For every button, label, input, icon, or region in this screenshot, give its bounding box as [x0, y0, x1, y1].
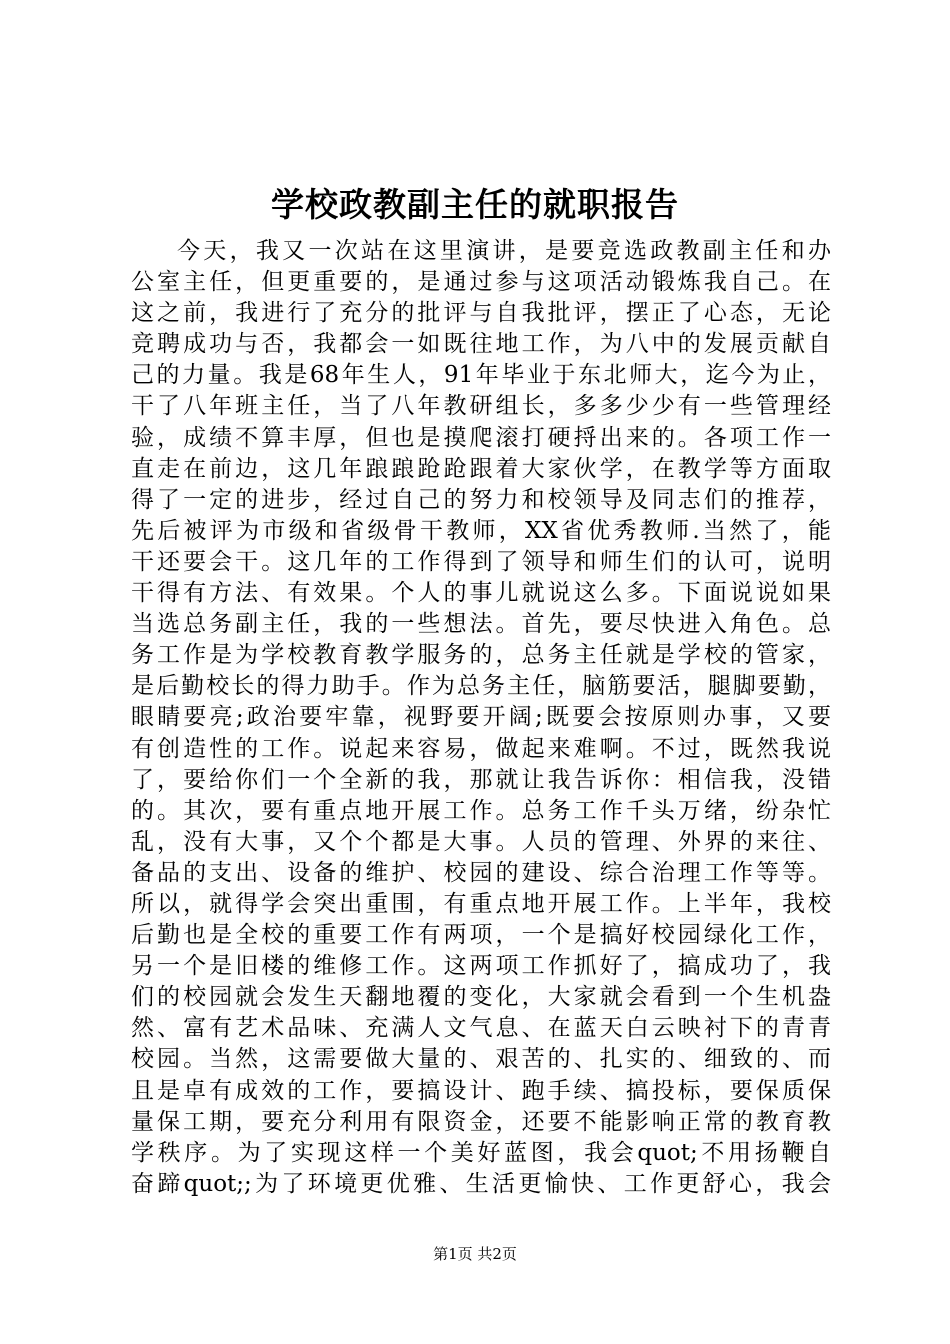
paragraph-line: 己的力量。我是68年生人，91年毕业于东北师大，迄今为止， — [131, 362, 831, 389]
paragraph-line: 所以，就得学会突出重围，有重点地开展工作。上半年，我校 — [131, 890, 831, 917]
page-footer: 第1页 共2页 — [433, 1245, 517, 1263]
paragraph-line: 后勤也是全校的重要工作有两项，一个是搞好校园绿化工作， — [131, 922, 831, 949]
paragraph-line: 有创造性的工作。说起来容易，做起来难啊。不过，既然我说 — [131, 735, 831, 762]
paragraph-line: 干得有方法、有效果。个人的事儿就说这么多。下面说说如果 — [131, 580, 831, 607]
paragraph-line: 量保工期，要充分利用有限资金，还要不能影响正常的教育教 — [131, 1108, 831, 1135]
paragraph-line: 这之前，我进行了充分的批评与自我批评，摆正了心态，无论 — [131, 300, 831, 327]
paragraph-line: 当选总务副主任，我的一些想法。首先，要尽快进入角色。总 — [131, 611, 831, 638]
paragraph-line: 得了一定的进步，经过自己的努力和校领导及同志们的推荐， — [131, 486, 831, 513]
paragraph-line: 是后勤校长的得力助手。作为总务主任，脑筋要活，腿脚要勤， — [131, 673, 831, 700]
paragraph-line: 的。其次，要有重点地开展工作。总务工作千头万绪，纷杂忙 — [131, 797, 831, 824]
paragraph-line: 校园。当然，这需要做大量的、艰苦的、扎实的、细致的、而 — [131, 1046, 831, 1073]
paragraph-line: 直走在前边，这几年踉踉跄跄跟着大家伙学，在教学等方面取 — [131, 455, 831, 482]
paragraph-line: 乱，没有大事，又个个都是大事。人员的管理、外界的来往、 — [131, 828, 831, 855]
paragraph-line: 干了八年班主任，当了八年教研组长，多多少少有一些管理经 — [131, 393, 831, 420]
paragraph-line: 另一个是旧楼的维修工作。这两项工作抓好了，搞成功了，我 — [131, 953, 831, 980]
paragraph-line: 奋蹄quot;;为了环境更优雅、生活更愉快、工作更舒心，我会 — [131, 1170, 831, 1197]
paragraph-line: 备品的支出、设备的维护、校园的建设、综合治理工作等等。 — [131, 859, 831, 886]
paragraph-line: 们的校园就会发生天翻地覆的变化，大家就会看到一个生机盎 — [131, 984, 831, 1011]
paragraph-line: 了，要给你们一个全新的我，那就让我告诉你：相信我，没错 — [131, 766, 831, 793]
paragraph-line: 先后被评为市级和省级骨干教师，XX省优秀教师.当然了，能 — [131, 517, 831, 544]
paragraph-line: 今天，我又一次站在这里演讲，是要竞选政教副主任和办 — [177, 238, 831, 264]
paragraph-line: 且是卓有成效的工作，要搞设计、跑手续、搞投标，要保质保 — [131, 1077, 831, 1104]
paragraph-line: 务工作是为学校教育教学服务的，总务主任就是学校的管家， — [131, 642, 831, 669]
paragraph-line: 公室主任，但更重要的，是通过参与这项活动锻炼我自己。在 — [131, 269, 831, 296]
paragraph-line: 验，成绩不算丰厚，但也是摸爬滚打硬捋出来的。各项工作一 — [131, 424, 831, 451]
paragraph-line: 然、富有艺术品味、充满人文气息、在蓝天白云映衬下的青青 — [131, 1015, 831, 1042]
document-title: 学校政教副主任的就职报告 — [271, 185, 679, 224]
paragraph-line: 干还要会干。这几年的工作得到了领导和师生们的认可，说明 — [131, 548, 831, 575]
paragraph-line: 眼睛要亮;政治要牢靠，视野要开阔;既要会按原则办事，又要 — [131, 704, 831, 731]
body-paragraph — [131, 236, 831, 1200]
paragraph-line: 竞聘成功与否，我都会一如既往地工作，为八中的发展贡献自 — [131, 331, 831, 358]
paragraph-line: 学秩序。为了实现这样一个美好蓝图，我会quot;不用扬鞭自 — [131, 1139, 831, 1166]
